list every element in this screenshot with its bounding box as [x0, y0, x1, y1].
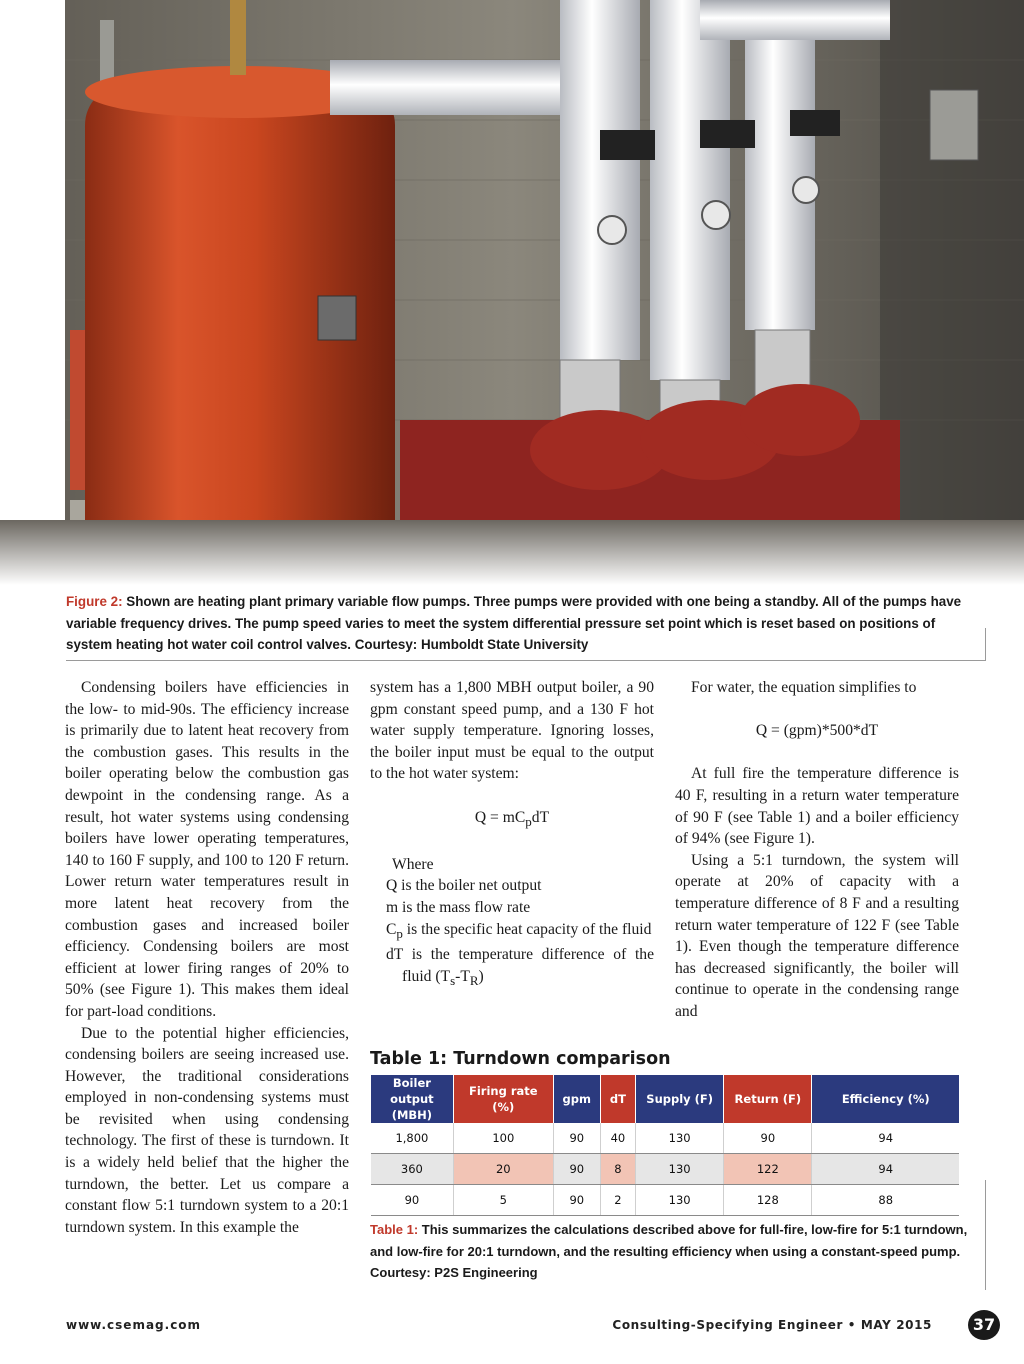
divider-vertical — [985, 1180, 986, 1290]
figure-caption-label: Figure 2: — [66, 594, 123, 609]
table-cell: 88 — [812, 1185, 959, 1216]
table-cell: 40 — [600, 1123, 635, 1154]
paragraph: system has a 1,800 MBH output boiler, a 90 gpm constant speed pump, and a 130 F hot water supply temperature. Ignoring losses, the boiler input must be equal to the output to the hot water system: — [370, 679, 654, 783]
table-cell: 130 — [636, 1185, 724, 1216]
table-title: Table 1: Turndown comparison — [370, 1049, 671, 1069]
divider — [66, 660, 986, 661]
text-column-3 — [675, 677, 959, 1023]
equation: $Q = mC_pdT$ — [474, 808, 550, 829]
column-header: Efficiency (%) — [812, 1075, 959, 1123]
footer-website: www.csemag.com — [66, 1318, 202, 1332]
turndown-table — [371, 1075, 959, 1216]
table-row — [371, 1123, 959, 1154]
column-header: Supply (F) — [636, 1075, 724, 1123]
table-cell: 20 — [453, 1154, 553, 1185]
column-header: Firing rate (%) — [453, 1075, 553, 1123]
column-header: Return (F) — [724, 1075, 812, 1123]
table-cell: 90 — [553, 1154, 600, 1185]
table-cell: 90 — [553, 1123, 600, 1154]
column-header: Boiler output (MBH) — [371, 1075, 453, 1123]
table-cell: 90 — [371, 1185, 453, 1216]
table-caption — [370, 1219, 970, 1284]
table-caption-label: Table 1: — [370, 1222, 419, 1237]
table-cell: 128 — [724, 1185, 812, 1216]
text-column-1 — [65, 677, 349, 1238]
paragraph: Using a 5:1 turndown, the system will operate at 20% of capacity with a temperature difference of 8 F and a resulting return water temperature of 122 F (see Table 1). Even though the temperature difference has decreased significantly, the boiler will continue to operate in the condensing range and — [675, 851, 959, 1020]
column-header: dT — [600, 1075, 635, 1123]
paragraph: Condensing boilers have efficiencies in the low- to mid-90s. The efficiency increase is primarily due to latent heat recovery from the combustion gases. This results in the boiler operating below the combustion gas dewpoint in the condensing range. As a result, hot water systems using condensing boilers have lower operating temperatures, 140 to 160 F supply, and 100 to 120 F return. Lower return water temperatures result in more latent heat recovery from the combustion gases and increased boiler efficiency. Condensing boilers are most efficient at lower firing ranges of 20% to 50% (see Figure 1). This makes them ideal for part-load conditions. — [65, 679, 349, 1020]
definition: dT is the temperature difference of the fluid $(T_s-T_R)$ — [386, 946, 654, 989]
table-cell: 94 — [812, 1154, 959, 1185]
table-cell: 100 — [453, 1123, 553, 1154]
table-cell: 8 — [600, 1154, 635, 1185]
table-cell: 130 — [636, 1154, 724, 1185]
table-header-row — [371, 1075, 959, 1123]
table-cell: 360 — [371, 1154, 453, 1185]
definition: m is the mass flow rate — [386, 899, 531, 917]
footer-publication: Consulting-Specifying Engineer • MAY 2015 — [612, 1318, 932, 1332]
table-row — [371, 1154, 959, 1185]
equation: Q = (gpm)*500*dT — [755, 722, 879, 740]
table-cell: 1,800 — [371, 1123, 453, 1154]
table-cell: 90 — [724, 1123, 812, 1154]
table-row — [371, 1185, 959, 1216]
table-caption-text: This summarizes the calculations described above for full-fire, low-fire for 5:1 turndown, and low-fire for 20:1 turndown, and the resulting efficiency when using a constant-speed pump. Courtesy: P2S Engineering — [370, 1222, 968, 1280]
divider-vertical — [985, 628, 986, 661]
definition: $C_p$ is the specific heat capacity of the fluid — [386, 920, 652, 941]
table-cell: 5 — [453, 1185, 553, 1216]
paragraph: At full fire the temperature difference is 40 F, resulting in a return water temperature of 90 F (see Table 1) and a boiler efficiency of 94% (see Figure 1). — [675, 765, 959, 848]
figure-caption — [66, 591, 966, 656]
table-cell: 2 — [600, 1185, 635, 1216]
figure-caption-text: Shown are heating plant primary variable flow pumps. Three pumps were provided with one being a standby. All of the pumps have variable frequency drives. The pump speed varies to meet the system differential pressure set point which is reset based on positions of system heating hot water coil control valves. Courtesy: Humboldt State University — [66, 594, 962, 652]
column-header: gpm — [553, 1075, 600, 1123]
figure-photo — [0, 0, 1024, 585]
table-cell: 122 — [724, 1154, 812, 1185]
table-cell: 130 — [636, 1123, 724, 1154]
paragraph: Due to the potential higher efficiencies, condensing boilers are seeing increased use. However, the traditional considerations employed in non-condensing systems must be revisited when using condensing technology. The first of these is turndown. It is a widely held belief that the higher the turndown, the better. Let us compare a constant flow 5:1 turndown system to a 20:1 turndown system. In this example the — [65, 1024, 349, 1236]
where-label: Where — [392, 855, 434, 873]
page-number: 37 — [968, 1310, 1000, 1340]
paragraph: For water, the equation simplifies to — [691, 679, 917, 696]
table-cell: 94 — [812, 1123, 959, 1154]
table-cell: 90 — [553, 1185, 600, 1216]
definition: Q is the boiler net output — [386, 877, 542, 895]
text-column-2 — [370, 677, 654, 992]
